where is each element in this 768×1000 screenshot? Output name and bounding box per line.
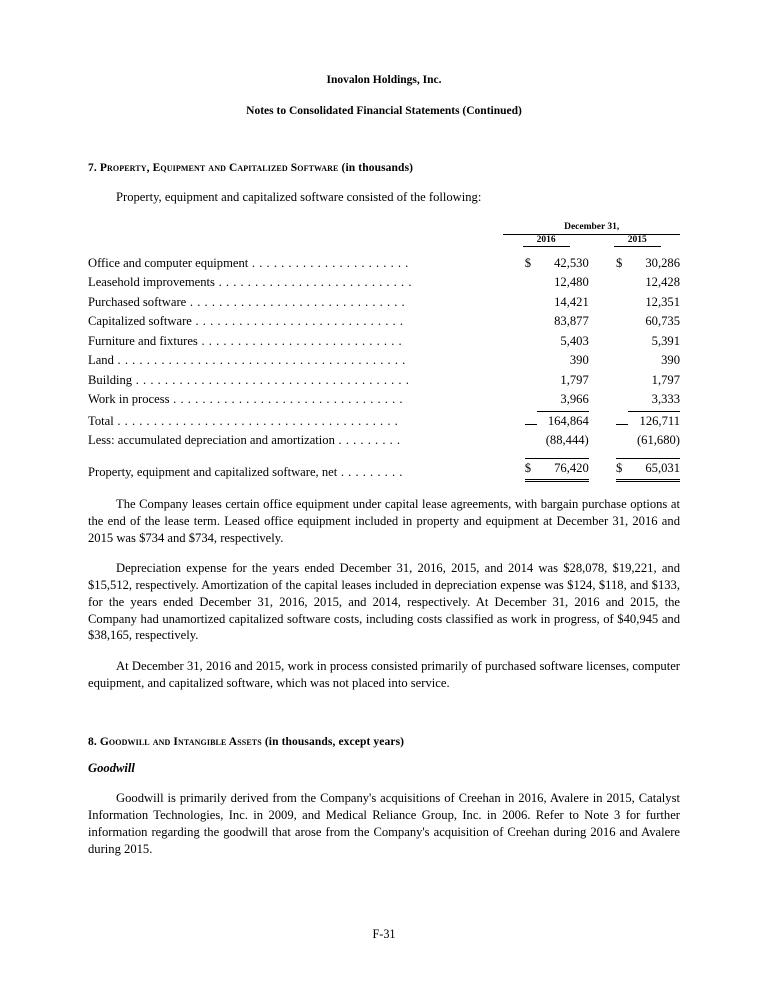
currency-symbol: $ xyxy=(616,458,628,483)
company-name: Inovalon Holdings, Inc. xyxy=(326,74,442,86)
page-number: F-31 xyxy=(372,927,396,941)
note-8-title-suffix: (in thousands, except years) xyxy=(264,736,405,749)
currency-symbol: $ xyxy=(525,458,537,483)
row-label: Work in process xyxy=(88,392,170,407)
cell-value-2015: 65,031 xyxy=(628,458,680,483)
cell-value-2016: 3,966 xyxy=(560,392,589,407)
row-label: Purchased software xyxy=(88,294,187,309)
table-row xyxy=(88,390,680,410)
note-8-subheading: Goodwill xyxy=(88,761,135,776)
leader-dots: . . . . . . . . . . . . . . . . . . . . . . . . . . . . . . . . . . . . . . xyxy=(132,372,410,387)
table-row-total xyxy=(88,410,680,432)
cell-value-2016: 14,421 xyxy=(554,294,589,309)
leader-dots: . . . . . . . . . . . . . . . . . . . . . . xyxy=(248,255,409,270)
table-group-header: December 31, xyxy=(503,222,680,235)
table-row xyxy=(88,351,680,371)
note-7-paragraph-3: At December 31, 2016 and 2015, work in process consisted primarily of purchased software licenses, computer equipment, and capitalized software, which was not placed into service. xyxy=(88,658,680,690)
table-row xyxy=(88,371,680,391)
page-footer xyxy=(0,927,768,942)
cell-value-2015: 390 xyxy=(661,353,680,368)
note-7-title: Property, Equipment and Capitalized Software xyxy=(99,162,339,174)
cell-value-2016: 390 xyxy=(569,353,589,368)
row-label: Total xyxy=(88,413,114,428)
table-row xyxy=(88,332,680,352)
note-7-title-suffix: (in thousands) xyxy=(341,162,414,174)
cell-value-2016: 76,420 xyxy=(537,458,589,483)
note-7-intro: Property, equipment and capitalized software consisted of the following: xyxy=(116,190,482,204)
table-row xyxy=(88,293,680,313)
property-equipment-table xyxy=(88,222,680,483)
note-8-number: 8. xyxy=(88,736,97,749)
leader-dots: . . . . . . . . . . . . . . . . . . . . . . . . . . . xyxy=(214,275,412,290)
cell-value-2016: 164,864 xyxy=(537,411,589,432)
leader-dots: . . . . . . . . . . . . . . . . . . . . . . . . . . . . . . . . . . . . . . . xyxy=(113,413,399,428)
table-row-accumulated-depreciation xyxy=(88,431,680,451)
table-row xyxy=(88,312,680,332)
row-label: Leasehold improvements xyxy=(88,275,215,290)
currency-symbol: $ xyxy=(616,255,623,270)
cell-value-2015: 60,735 xyxy=(645,314,680,329)
leader-dots: . . . . . . . . . . . . . . . . . . . . . . . . . . . . . . . . xyxy=(169,392,404,407)
note-8-title: Goodwill and Intangible Assets xyxy=(99,736,262,749)
column-header-2016: 2016 xyxy=(523,235,570,247)
row-label: Building xyxy=(88,372,133,387)
cell-value-2016: 1,797 xyxy=(560,372,589,387)
row-label: Office and computer equipment xyxy=(88,255,249,270)
cell-value-2016: 42,530 xyxy=(554,255,589,270)
cell-value-2015: 1,797 xyxy=(651,372,680,387)
cell-value-2016: (88,444) xyxy=(545,433,589,448)
cell-value-2016: 83,877 xyxy=(554,314,589,329)
cell-value-2016: 12,480 xyxy=(554,275,589,290)
cell-value-2015: (61,680) xyxy=(636,433,680,448)
cell-value-2016: 5,403 xyxy=(560,333,589,348)
row-label: Property, equipment and capitalized software, net xyxy=(88,464,338,479)
row-label: Land xyxy=(88,353,114,368)
cell-value-2015: 12,351 xyxy=(645,294,680,309)
note-8-heading xyxy=(88,736,680,748)
row-label: Capitalized software xyxy=(88,314,192,329)
currency-spacer xyxy=(525,424,537,425)
table-row xyxy=(88,273,680,293)
property-equipment-table-wrap xyxy=(88,222,680,483)
cell-value-2015: 3,333 xyxy=(651,392,680,407)
table-group-header-row xyxy=(88,222,680,235)
leader-dots: . . . . . . . . . . . . . . . . . . . . . . . . . . . . . . xyxy=(186,294,406,309)
leader-dots: . . . . . . . . . xyxy=(334,433,401,448)
currency-symbol: $ xyxy=(524,255,532,270)
note-7-paragraph-1: The Company leases certain office equipment under capital lease agreements, with bargain purchase options at the end of the lease term. Leased office equipment included in property and equipment at December 31, 2016 and 2015 was $734 and $734, respectively. xyxy=(88,497,680,545)
leader-dots: . . . . . . . . . xyxy=(337,464,403,479)
row-label: Less: accumulated depreciation and amortization xyxy=(88,433,335,448)
leader-dots: . . . . . . . . . . . . . . . . . . . . . . . . . . . . . xyxy=(191,314,404,329)
cell-value-2015: 12,428 xyxy=(645,275,680,290)
table-column-header-row xyxy=(88,235,680,247)
leader-dots: . . . . . . . . . . . . . . . . . . . . . . . . . . . . . . . . . . . . . . . . xyxy=(113,353,406,368)
cell-value-2015: 30,286 xyxy=(645,255,680,270)
note-7-number: 7. xyxy=(88,162,97,174)
cell-value-2015: 126,711 xyxy=(628,411,680,432)
document-subtitle: Notes to Consolidated Financial Statements (Continued) xyxy=(246,104,522,117)
table-row xyxy=(88,254,680,274)
currency-spacer xyxy=(616,424,628,425)
note-7-paragraph-2: Depreciation expense for the years ended December 31, 2016, 2015, and 2014 was $28,078, $19,221, and $15,512, respectively. Amortization of the capital leases included in depreciation expense was $124, $118, and $133, for the years ended December 31, 2016, 2015, and 2014, respectively. At December 31, 2016 and 2015, the Company had unamortized capitalized software costs, including costs classified as work in progress, of $40,945 and $38,165, respectively. xyxy=(88,561,680,643)
note-8-paragraph-1: Goodwill is primarily derived from the Company's acquisitions of Creehan in 2016, Avalere in 2015, Catalyst Information Technologies, Inc. in 2009, and Medical Reliance Group, Inc. in 2006. Refer to Note 3 for further information regarding the goodwill that arose from the Company's acquisition of Creehan during 2016 and Avalere during 2015. xyxy=(88,791,680,856)
cell-value-2015: 5,391 xyxy=(651,333,680,348)
table-row-net xyxy=(88,458,680,483)
row-label: Furniture and fixtures xyxy=(88,333,198,348)
leader-dots: . . . . . . . . . . . . . . . . . . . . . . . . . . . . xyxy=(197,333,403,348)
document-header xyxy=(88,75,680,117)
note-7-heading xyxy=(88,162,680,174)
column-header-2015: 2015 xyxy=(614,235,661,247)
